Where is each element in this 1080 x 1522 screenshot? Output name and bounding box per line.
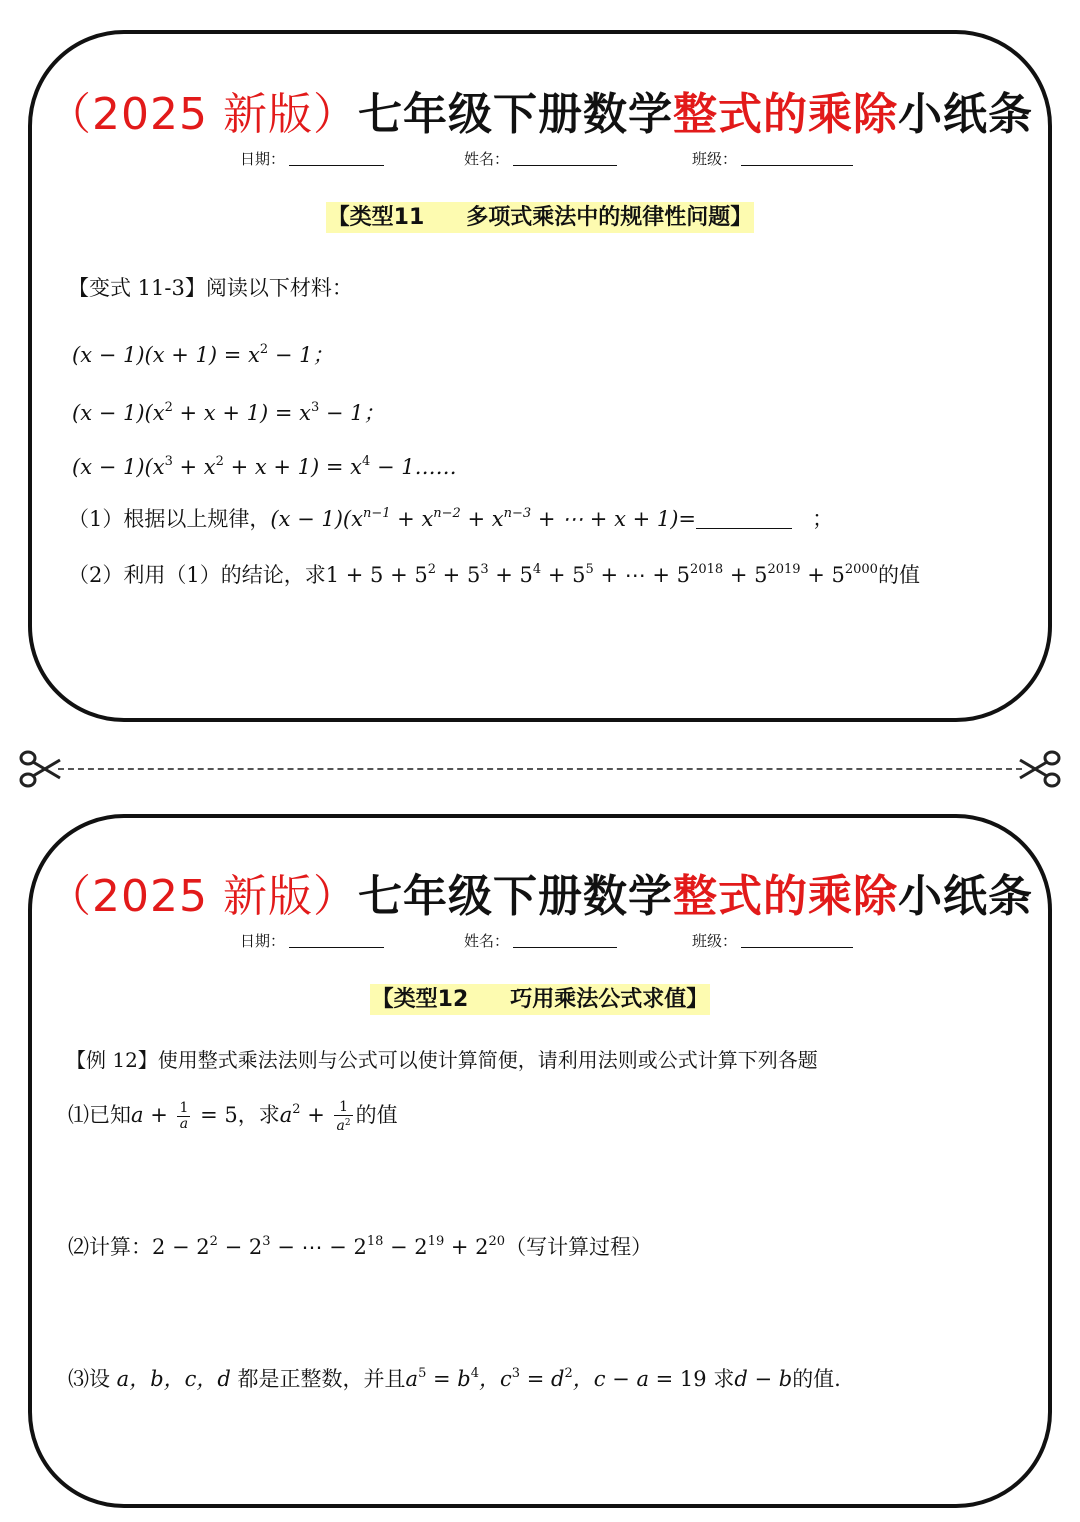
- student-info-row: [32, 148, 1048, 170]
- scissors-icon: [1018, 748, 1062, 790]
- equation-3: $(x - 1)(x^3 + x^2 + x + 1) = x^4$ − 1……: [72, 454, 457, 479]
- date-field[interactable]: 日期：: [240, 148, 384, 169]
- date-field[interactable]: 日期：: [240, 930, 384, 951]
- part-1: ⑴已知a + $\frac{1}{a}$ = 5，求$a^2$ + $\frac{1}{a^2}$ 的值: [68, 1098, 398, 1134]
- name-field[interactable]: 姓名：: [464, 148, 617, 169]
- card-title: （2025 新版）七年级下册数学整式的乘除小纸条: [47, 871, 1033, 922]
- part-2: ⑵计算：$2 - 2^2 - 2^3$ − ⋯ − $2^{18} - 2^{19} + 2^{20}$（写计算过程）: [68, 1234, 653, 1259]
- question-1: （1）根据以上规律，$(x - 1)(x^{n-1} + x^{n-2} + x^{n-3}$ + ⋯ + x + 1)= ；: [68, 506, 834, 531]
- part-3: ⑶设 a，b，c，d 都是正整数，并且$a^5 = b^4$，$c^3 = d^2$，c − a = 19 求d − b的值.: [68, 1366, 841, 1391]
- problem-intro: 【例 12】使用整式乘法法则与公式可以使计算简便，请利用法则或公式计算下列各题: [66, 1048, 818, 1072]
- scissors-icon: [18, 748, 62, 790]
- card-title: （2025 新版）七年级下册数学整式的乘除小纸条: [47, 89, 1033, 140]
- answer-blank[interactable]: [696, 508, 792, 529]
- student-info-row: [32, 930, 1048, 952]
- type-heading: 【类型12 巧用乘法公式求值】: [32, 982, 1048, 1013]
- equation-2: $(x - 1)(x^2 + x + 1) = x^3 - 1$；: [72, 400, 385, 425]
- question-2: （2）利用（1）的结论，求$1 + 5 + 5^2 + 5^3 + 5^4 + 5^5$ + ⋯ + $5^{2018} + 5^{2019} + 5^{2000}$的值: [68, 562, 920, 587]
- class-field[interactable]: 班级：: [692, 148, 853, 169]
- edition-label: （2025 新版）: [47, 871, 358, 922]
- note-card-1: [28, 30, 1052, 722]
- edition-label: （2025 新版）: [47, 89, 358, 140]
- equation-1: $(x - 1)(x + 1) = x^2 - 1$；: [72, 342, 334, 367]
- note-card-2: [28, 814, 1052, 1508]
- problem-intro: 【变式 11-3】阅读以下材料：: [68, 276, 353, 300]
- type-heading: 【类型11 多项式乘法中的规律性问题】: [32, 200, 1048, 231]
- cut-line: [58, 768, 1022, 770]
- class-field[interactable]: 班级：: [692, 930, 853, 951]
- name-field[interactable]: 姓名：: [464, 930, 617, 951]
